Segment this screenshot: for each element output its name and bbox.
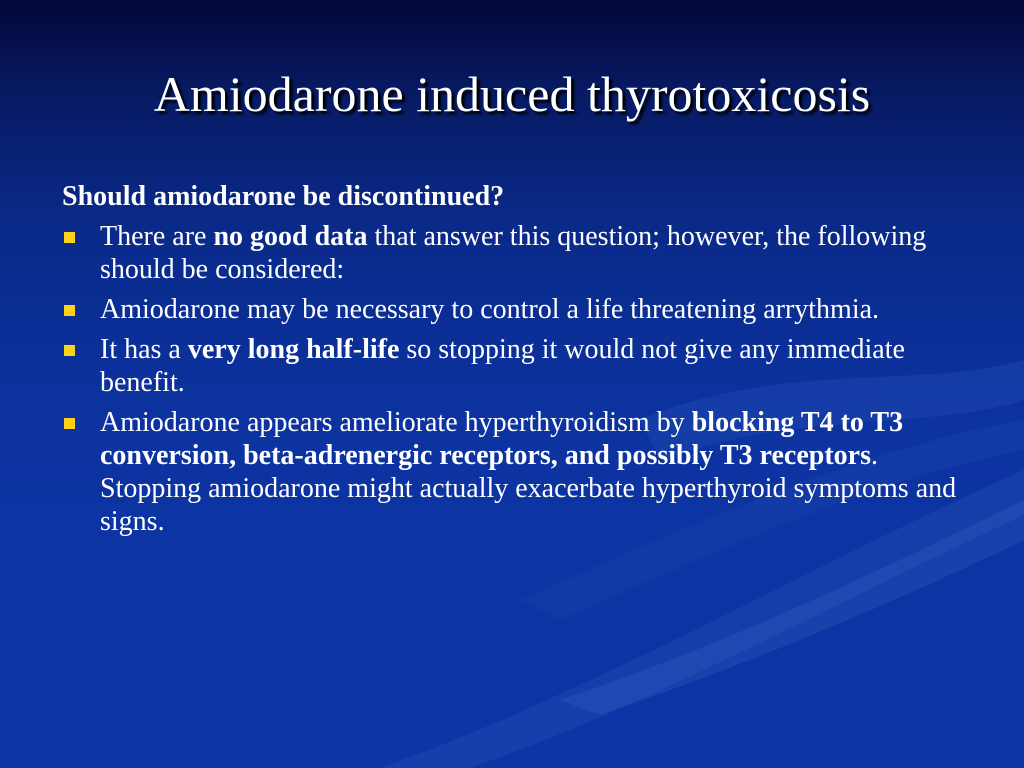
bullet-item bbox=[62, 220, 962, 286]
bullet-text: Amiodarone appears ameliorate hyperthyroidism by bbox=[100, 407, 692, 438]
bullet-item bbox=[62, 406, 962, 538]
bullet-text: . Stopping amiodarone might actually exacerbate hyperthyroid symptoms and signs. bbox=[100, 440, 957, 537]
bullet-text: Amiodarone may be necessary to control a life threatening arrythmia. bbox=[100, 294, 880, 325]
bullet-text: so stopping it would not give any immediate benefit. bbox=[100, 334, 905, 398]
square-bullet-icon bbox=[64, 418, 75, 429]
square-bullet-icon bbox=[64, 305, 75, 316]
bullet-text: It has a bbox=[100, 334, 188, 365]
square-bullet-icon bbox=[64, 232, 75, 243]
slide-body bbox=[62, 180, 962, 545]
bullet-bold-text: very long half-life bbox=[187, 334, 400, 365]
bullet-item bbox=[62, 293, 962, 326]
subheading: Should amiodarone be discontinued? bbox=[62, 181, 505, 212]
bullet-bold-text: blocking T4 to T3 conversion, beta-adrenergic receptors, and possibly T3 receptors bbox=[100, 407, 904, 471]
bullet-list bbox=[62, 220, 962, 538]
bullet-bold-text: no good data bbox=[213, 221, 368, 252]
bullet-text: There are bbox=[100, 221, 214, 252]
slide-title: Amiodarone induced thyrotoxicosis bbox=[153, 66, 871, 122]
bullet-item bbox=[62, 333, 962, 399]
square-bullet-icon bbox=[64, 345, 75, 356]
bullet-text: that answer this question; however, the following should be considered: bbox=[100, 221, 927, 285]
